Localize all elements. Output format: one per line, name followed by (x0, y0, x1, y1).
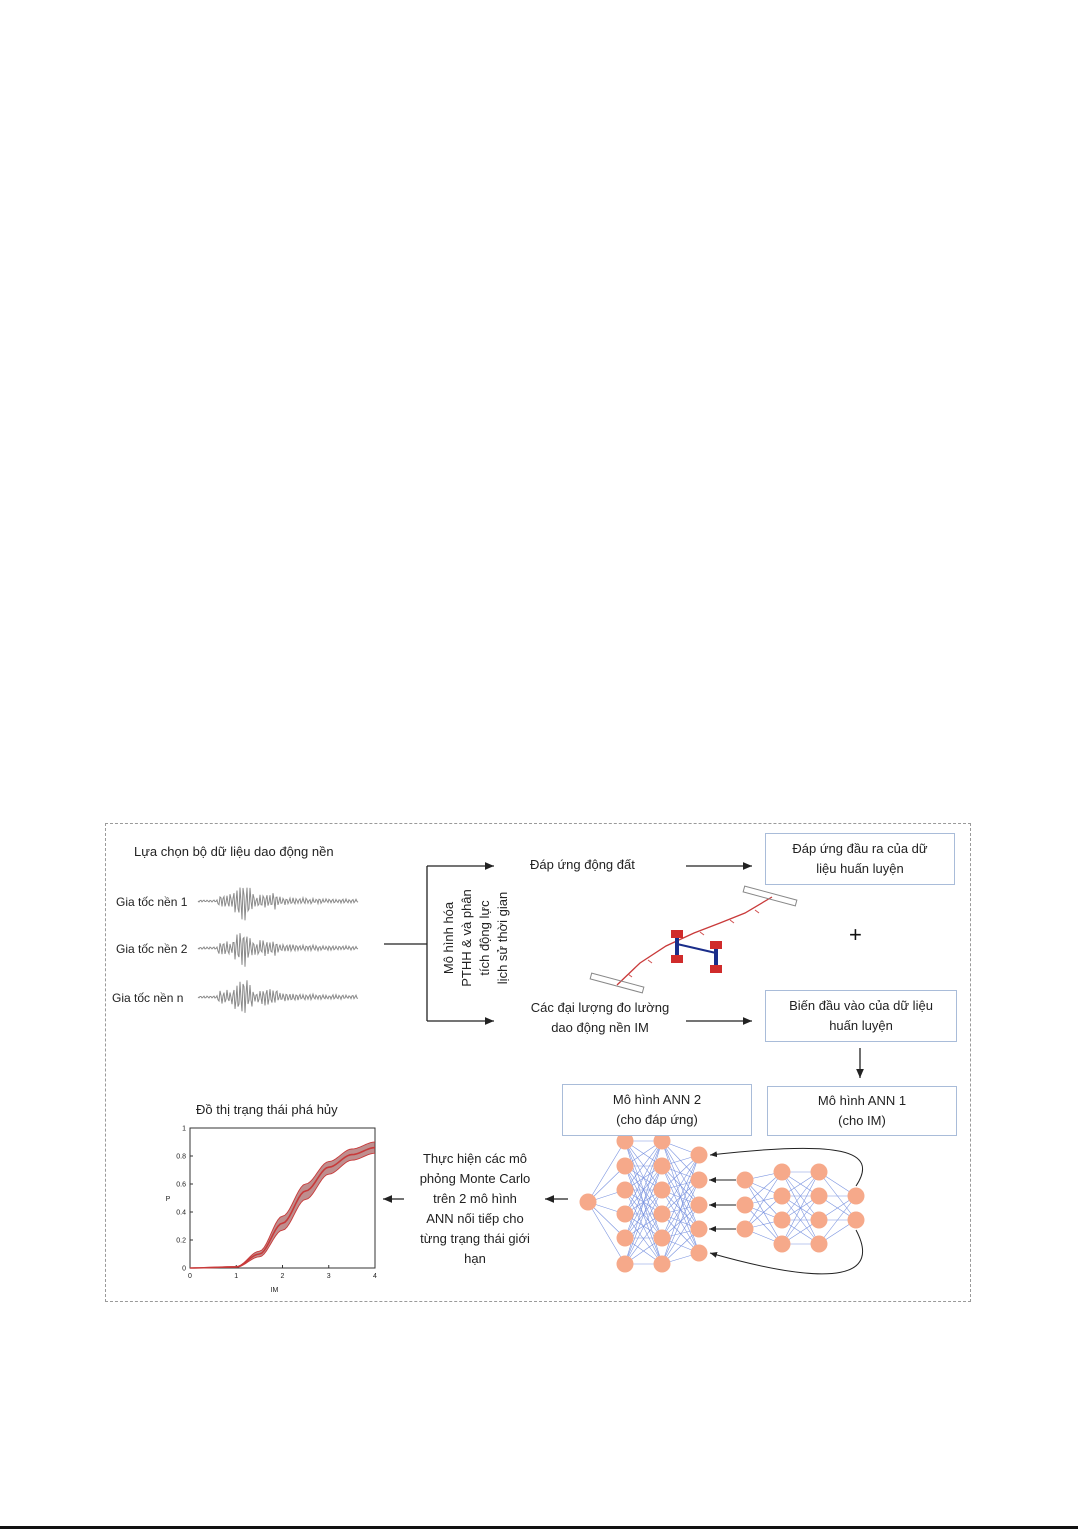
neuron (654, 1158, 671, 1175)
ann2-box-line-2: (cho đáp ứng) (616, 1112, 698, 1127)
neuron (691, 1172, 708, 1189)
response-label: Đáp ứng động đất (530, 857, 635, 872)
mc-line-6: hạn (464, 1251, 486, 1266)
y-tick-label: 0.2 (176, 1237, 186, 1245)
mc-line-4: ANN nối tiếp cho (426, 1211, 524, 1226)
ann1-box-line-1: Mô hình ANN 1 (817, 1093, 907, 1108)
neuron (811, 1236, 828, 1253)
record-label-1: Gia tốc nền 1 (116, 895, 188, 909)
y-tick-label: 0.8 (176, 1153, 186, 1161)
mc-line-3: trên 2 mô hình (433, 1191, 517, 1206)
im-label-line-2: dao động nền IM (551, 1020, 649, 1035)
y-axis-label: P (165, 1196, 171, 1203)
neuron (811, 1212, 828, 1229)
neuron (774, 1188, 791, 1205)
neuron (691, 1245, 708, 1262)
neuron (811, 1188, 828, 1205)
neuron (617, 1158, 634, 1175)
x-tick-label: 2 (280, 1273, 285, 1280)
neuron (737, 1197, 754, 1214)
neuron (617, 1206, 634, 1223)
neuron (848, 1212, 865, 1229)
neuron (774, 1212, 791, 1229)
im-label (500, 998, 700, 1038)
monte-carlo-text (400, 1149, 550, 1269)
fem-label-line-2: PTHH & và phân (459, 889, 474, 987)
neuron (654, 1230, 671, 1247)
neuron (617, 1230, 634, 1247)
ann1-box-line-2: (cho IM) (838, 1113, 886, 1128)
mc-line-2: phỏng Monte Carlo (419, 1171, 531, 1186)
waveform-n (198, 980, 358, 1013)
mc-line-5: từng trạng thái giới (420, 1231, 530, 1246)
fem-label-line-1: Mô hình hóa (441, 901, 456, 975)
output-box-line-1: Đáp ứng đầu ra của dữ (792, 841, 928, 856)
x-tick-label: 0 (188, 1273, 192, 1280)
im-label-line-1: Các đại lượng đo lường (530, 1000, 670, 1015)
neuron (654, 1206, 671, 1223)
ann-networks (580, 1133, 865, 1274)
mc-line-1: Thực hiện các mô (422, 1151, 528, 1166)
ann2-network (580, 1133, 708, 1273)
y-tick-label: 0.6 (176, 1181, 186, 1189)
neuron (774, 1236, 791, 1253)
record-label-n: Gia tốc nền n (112, 991, 184, 1005)
input-title: Lựa chọn bộ dữ liệu dao động nền (134, 844, 334, 859)
x-tick-label: 3 (326, 1273, 331, 1280)
output-data-box (765, 833, 955, 885)
input-data-box (765, 990, 957, 1042)
ann1-box (767, 1086, 957, 1136)
ann1-network (737, 1164, 865, 1253)
chart-plot-area (190, 1128, 375, 1268)
x-axis-label: IM (270, 1287, 279, 1294)
neuron (691, 1221, 708, 1238)
neuron (654, 1182, 671, 1199)
ann2-box-line-1: Mô hình ANN 2 (612, 1092, 702, 1107)
neuron (774, 1164, 791, 1181)
chart-title: Đồ thị trạng thái phá hủy (196, 1102, 338, 1117)
neuron (617, 1182, 634, 1199)
ann2-box (562, 1084, 752, 1136)
y-tick-label: 1 (182, 1125, 186, 1133)
neuron (737, 1221, 754, 1238)
neuron (811, 1164, 828, 1181)
neuron (580, 1194, 597, 1211)
neuron (654, 1256, 671, 1273)
record-label-2: Gia tốc nền 2 (116, 942, 188, 956)
fem-label-line-4: lịch sử thời gian (495, 891, 510, 985)
y-tick-label: 0.4 (176, 1209, 186, 1217)
output-box-line-2: liệu huấn luyện (816, 861, 904, 876)
neuron (737, 1172, 754, 1189)
plus-sign: + (849, 922, 862, 947)
x-tick-label: 4 (373, 1273, 377, 1280)
fem-label-line-3: tích động lực (477, 900, 492, 976)
bridge-model-icon (590, 886, 797, 993)
input-box-line-2: huấn luyện (829, 1018, 893, 1033)
neuron (617, 1256, 634, 1273)
neuron (691, 1147, 708, 1164)
fragility-chart (166, 1126, 377, 1295)
neuron (848, 1188, 865, 1205)
neuron (691, 1197, 708, 1214)
waveform-1 (198, 888, 358, 921)
waveform-2 (198, 933, 358, 967)
curved-link-bottom (710, 1230, 863, 1274)
y-tick-label: 0 (182, 1265, 186, 1273)
x-tick-label: 1 (234, 1273, 239, 1280)
input-box-line-1: Biến đầu vào của dữ liệu (789, 998, 933, 1013)
